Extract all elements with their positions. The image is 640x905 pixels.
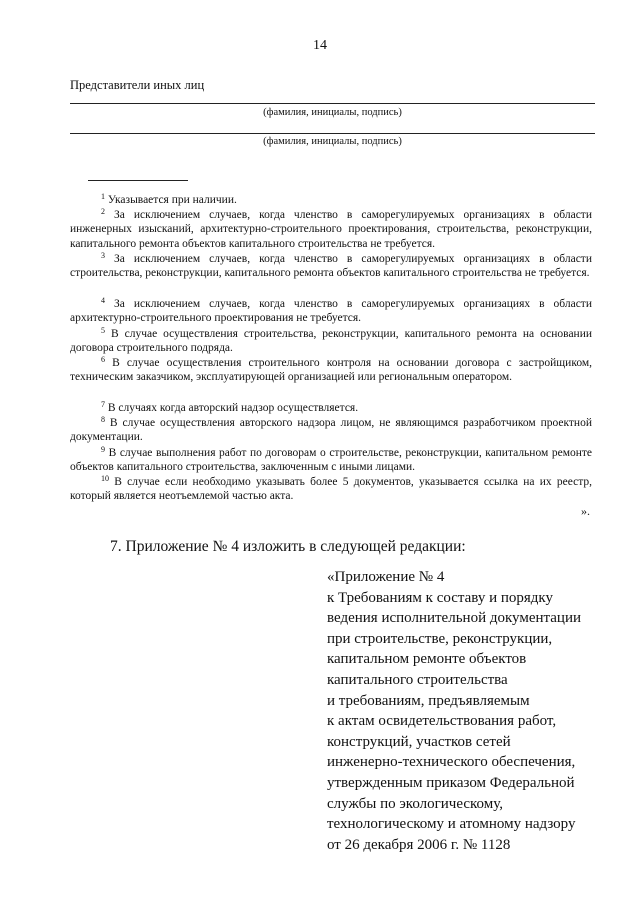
appendix-header-block [327, 567, 597, 855]
footnote-separator [88, 180, 188, 181]
footnote-text: В случае выполнения работ по договорам о строительстве, реконструкции, капитальном ремонте объектов капитального строительства, заключенным с иными лицами. [70, 447, 593, 474]
footnote-number: 3 [101, 251, 105, 260]
appendix-line: и требованиям, предъявляемым [327, 692, 530, 709]
footnote-text: Указывается при наличии. [107, 194, 237, 206]
footnote-text: В случаях когда авторский надзор осуществляется. [107, 402, 359, 414]
footnote-number: 8 [101, 415, 105, 424]
footnote-text: За исключением случаев, когда членство в саморегулируемых организациях в области инженерных изысканий, архитектурно-строительного проектирования, строительства, реконструкции, капитального ремонта объектов капитального строительства не требуется. [70, 209, 592, 250]
footnote-9 [70, 446, 592, 475]
footnote-4 [70, 297, 592, 326]
signature-caption-2: (фамилия, инициалы, подпись) [263, 136, 402, 147]
footnote-text: За исключением случаев, когда членство в саморегулируемых организациях в области строительства, реконструкции, капитального ремонта объектов капитального строительства не требуется. [70, 253, 592, 280]
footnote-6 [70, 356, 592, 385]
closing-quote: ». [581, 504, 590, 518]
footnote-number: 9 [101, 445, 105, 454]
appendix-line: «Приложение № 4 [327, 569, 445, 585]
footnote-7 [70, 401, 592, 415]
footnote-number: 4 [101, 296, 105, 305]
footnote-text: За исключением случаев, когда членство в саморегулируемых организациях в области архитектурно-строительного проектирования не требуется. [70, 298, 592, 325]
amendment-item-7: 7. Приложение № 4 изложить в следующей редакции: [110, 538, 466, 555]
footnote-10 [70, 475, 592, 504]
footnote-number: 5 [101, 326, 105, 335]
appendix-line: при строительстве, реконструкции, [327, 630, 553, 647]
signature-caption-1: (фамилия, инициалы, подпись) [263, 107, 402, 118]
footnote-text: В случае если необходимо указывать более 5 документов, указывается ссылка на их реестр, который является неотъемлемой частью акта. [70, 476, 592, 503]
signature-line-1 [70, 103, 595, 104]
footnote-number: 2 [101, 207, 105, 216]
footnote-text: В случае осуществления строительного контроля на основании договора с застройщиком, техническим заказчиком, эксплуатирующей организацией или региональным оператором. [70, 357, 593, 384]
footnote-text: В случае осуществления авторского надзора лицом, не являющимся разработчиком проектной документации. [70, 417, 592, 444]
appendix-line: ведения исполнительной документации [327, 610, 582, 627]
appendix-line: к актам освидетельствования работ, [327, 713, 557, 730]
appendix-line: капитальном ремонте объектов [327, 651, 527, 668]
page-number: 14 [313, 38, 327, 53]
footnote-text: В случае осуществления строительства, реконструкции, капитального ремонта на основании договора строительного подряда. [70, 328, 593, 355]
signature-line-2 [70, 133, 595, 134]
appendix-line: инженерно-технического обеспечения, [327, 754, 576, 771]
appendix-line: капитального строительства [327, 671, 508, 688]
footnote-2 [70, 208, 592, 251]
footnote-1 [70, 193, 592, 207]
footnote-5 [70, 327, 592, 356]
appendix-line: службы по экологическому, [327, 795, 503, 812]
footnote-number: 10 [101, 474, 109, 483]
appendix-line: от 26 декабря 2006 г. № 1128 [327, 836, 511, 853]
footnote-3 [70, 252, 592, 281]
appendix-line: утвержденным приказом Федеральной [327, 774, 575, 791]
footnote-number: 7 [101, 400, 105, 409]
footnote-number: 6 [101, 355, 105, 364]
footnote-number: 1 [101, 192, 105, 201]
appendix-line: к Требованиям к составу и порядку [327, 589, 554, 606]
appendix-line: технологическому и атомному надзору [327, 816, 576, 833]
footnote-8 [70, 416, 592, 445]
appendix-line: конструкций, участков сетей [327, 733, 511, 750]
representatives-label: Представители иных лиц [70, 78, 205, 92]
